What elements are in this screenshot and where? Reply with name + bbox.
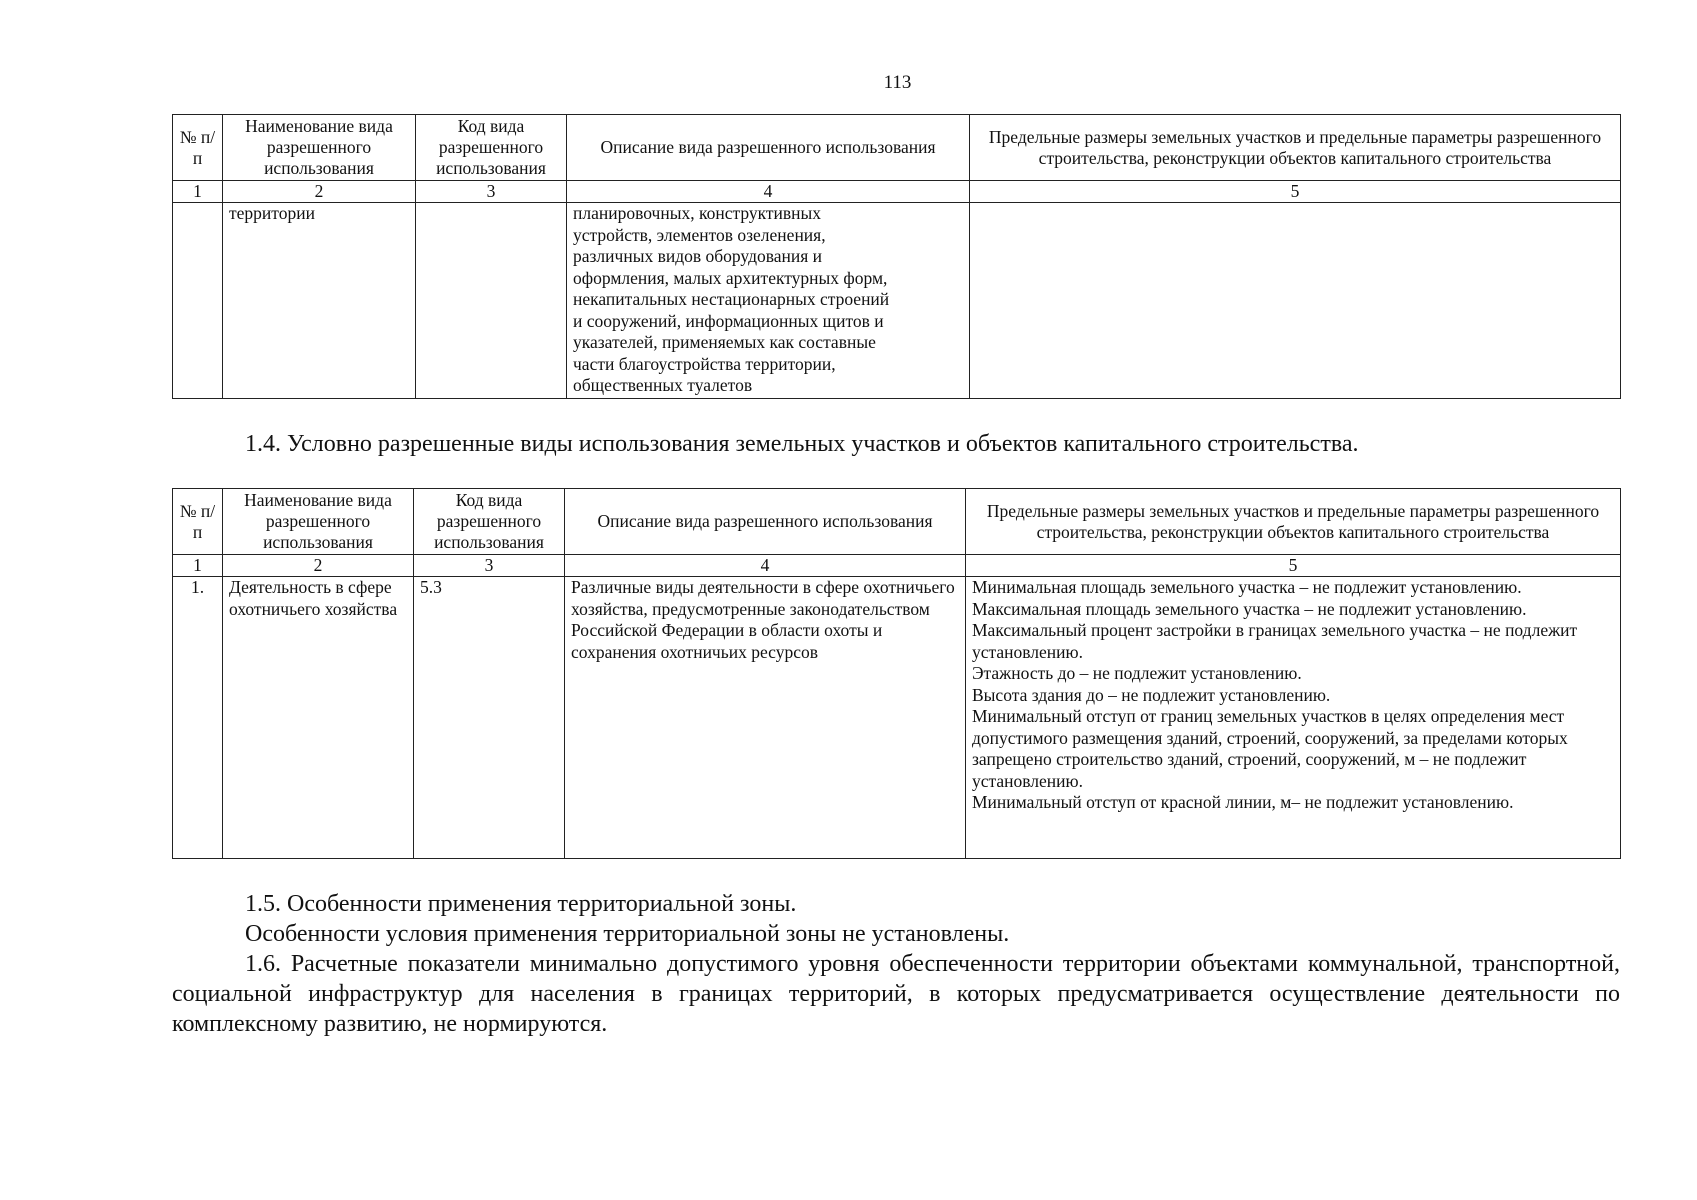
limit-line: Высота здания до – не подлежит установлению. [972,684,1331,705]
column-number: 4 [565,555,966,577]
header-code: Код вида разрешенного использования [416,115,567,181]
permitted-use-table-continuation [172,114,1621,399]
description-line: общественных туалетов [573,375,753,395]
limit-line: Минимальный отступ от красной линии, м– не подлежит установлению. [972,792,1514,812]
column-number: 3 [414,555,565,577]
row-code: 5.3 [414,577,565,859]
column-number: 4 [567,181,970,203]
limit-line: Максимальная площадь земельного участка – не подлежит установлению. [972,598,1527,619]
column-number: 5 [970,181,1621,203]
column-number: 2 [223,555,414,577]
column-number: 1 [173,181,223,203]
row-name: Деятельность в сфере охотничьего хозяйства [223,577,414,859]
table-header-row [173,115,1621,181]
row-limits [970,203,1621,399]
table-row [173,577,1621,859]
column-numbers-row [173,181,1621,203]
section-heading-1-4: 1.4. Условно разрешенные виды использования земельных участков и объектов капитального строительства. [245,431,1359,457]
header-description: Описание вида разрешенного использования [567,115,970,181]
description-line: некапитальных нестационарных строений [573,289,890,309]
limit-line: Минимальная площадь земельного участка – не подлежит установлению. [972,577,1522,597]
description-line: различных видов оборудования и [573,246,823,266]
column-numbers-row [173,555,1621,577]
row-num: 1. [173,577,223,859]
paragraph-1-5: Особенности условия применения территориальной зоны не установлены. [245,921,1010,947]
column-number: 1 [173,555,223,577]
limit-line: Минимальный отступ от границ земельных участков в целях определения мест допустимого размещения зданий, строений, сооружений, за пределами которых запрещено строительство зданий, строений, сооружений, м – не подлежит установлению. [972,706,1568,791]
section-heading-1-5: 1.5. Особенности применения территориальной зоны. [245,891,797,917]
header-limits: Предельные размеры земельных участков и предельные параметры разрешенного строительства, реконструкции объектов капитального строительства [966,489,1621,555]
description-line: устройств, элементов озеленения, [573,224,826,245]
limit-line: Этажность до – не подлежит установлению. [972,663,1302,683]
row-code [416,203,567,399]
description-line: планировочных, конструктивных [573,203,822,223]
paragraph-1-6: 1.6. Расчетные показатели минимально допустимого уровня обеспеченности территории объектами коммунальной, транспортной, социальной инфраструктур для населения в границах территорий, в которых предусматривается осуществление деятельности по комплексному развитию, не нормируются. [172,951,1620,1037]
description-line: оформления, малых архитектурных форм, [573,267,888,288]
description-line: указателей, применяемых как составные [573,332,876,352]
header-num: № п/п [173,115,223,181]
header-name: Наименование вида разрешенного использования [223,489,414,555]
row-description [567,203,970,399]
page-number: 113 [883,72,912,93]
conditionally-permitted-use-table [172,488,1621,859]
table-header-row [173,489,1621,555]
column-number: 3 [416,181,567,203]
limit-line: Максимальный процент застройки в границах земельного участка – не подлежит установлению. [972,620,1578,662]
column-number: 2 [223,181,416,203]
table-row [173,203,1621,399]
description-line: части благоустройства территории, [573,353,836,374]
row-num [173,203,223,399]
header-name: Наименование вида разрешенного использования [223,115,416,181]
column-number: 5 [966,555,1621,577]
header-code: Код вида разрешенного использования [414,489,565,555]
header-description: Описание вида разрешенного использования [565,489,966,555]
row-limits [966,577,1621,859]
row-description: Различные виды деятельности в сфере охотничьего хозяйства, предусмотренные законодательством Российской Федерации в области охоты и сохранения охотничьих ресурсов [565,577,966,859]
description-line: и сооружений, информационных щитов и [573,310,884,331]
header-limits: Предельные размеры земельных участков и предельные параметры разрешенного строительства, реконструкции объектов капитального строительства [970,115,1621,181]
row-name: территории [223,203,416,399]
header-num: № п/п [173,489,223,555]
